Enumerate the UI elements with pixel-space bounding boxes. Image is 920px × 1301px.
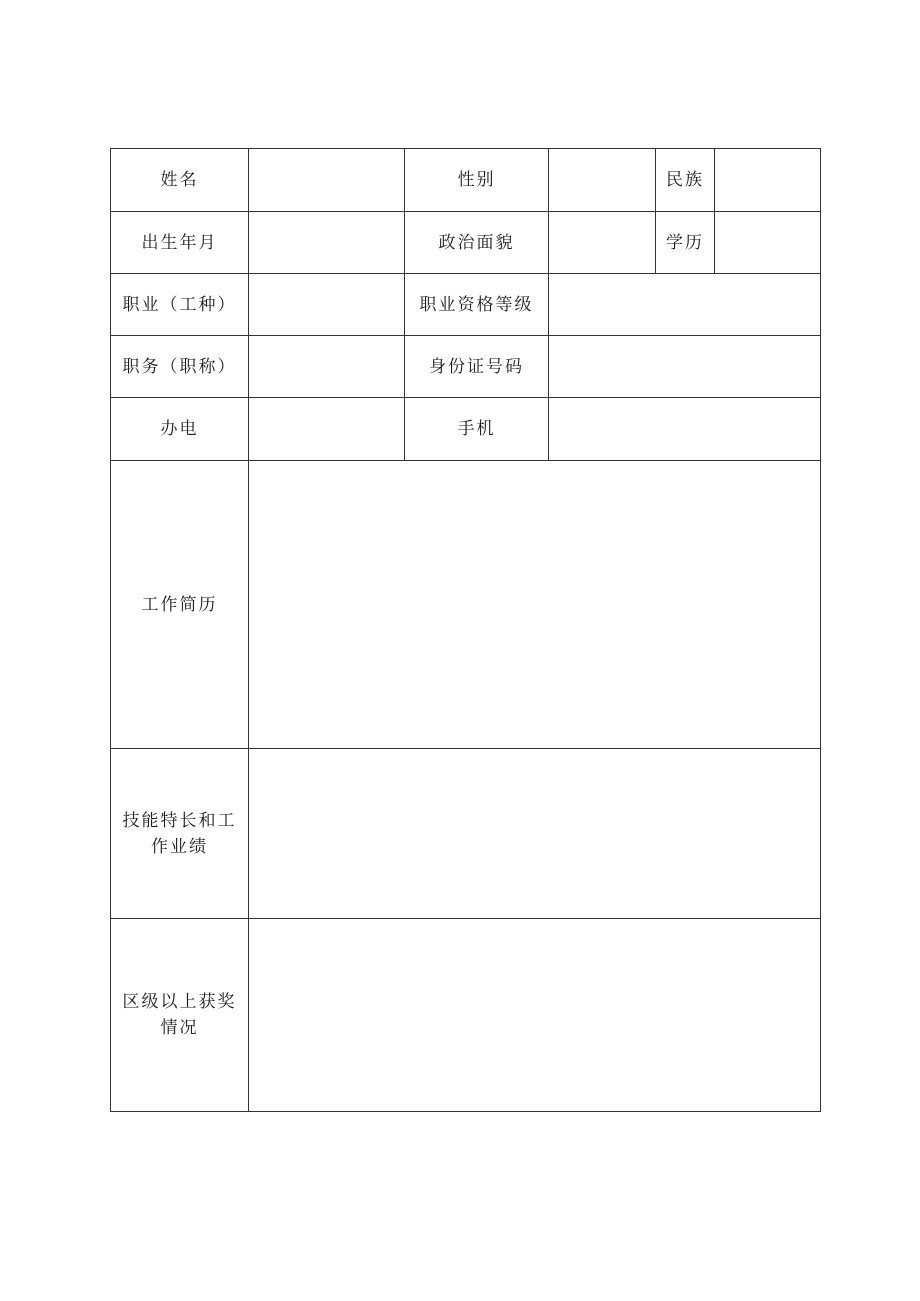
mobile-field[interactable] (549, 398, 820, 461)
ethnicity-field[interactable] (715, 149, 820, 212)
awards-label: 区级以上获奖情况 (111, 919, 249, 1111)
position-label: 职务（职称） (111, 336, 249, 398)
id-number-label: 身份证号码 (405, 336, 549, 398)
education-field[interactable] (715, 212, 820, 274)
gender-field[interactable] (549, 149, 656, 212)
mobile-label: 手机 (405, 398, 549, 461)
position-field[interactable] (249, 336, 405, 398)
occupation-label: 职业（工种） (111, 274, 249, 336)
political-status-field[interactable] (549, 212, 656, 274)
qualification-level-label: 职业资格等级 (405, 274, 549, 336)
skills-achievements-label: 技能特长和工作业绩 (111, 749, 249, 919)
education-label: 学历 (656, 212, 715, 274)
awards-field[interactable] (249, 919, 820, 1111)
name-label: 姓名 (111, 149, 249, 212)
registration-form (110, 148, 821, 1112)
birth-date-label: 出生年月 (111, 212, 249, 274)
birth-date-field[interactable] (249, 212, 405, 274)
occupation-field[interactable] (249, 274, 405, 336)
work-history-label: 工作简历 (111, 461, 249, 749)
qualification-level-field[interactable] (549, 274, 820, 336)
name-field[interactable] (249, 149, 405, 212)
gender-label: 性别 (405, 149, 549, 212)
office-phone-label: 办电 (111, 398, 249, 461)
skills-achievements-field[interactable] (249, 749, 820, 919)
work-history-field[interactable] (249, 461, 820, 749)
office-phone-field[interactable] (249, 398, 405, 461)
political-status-label: 政治面貌 (405, 212, 549, 274)
id-number-field[interactable] (549, 336, 820, 398)
ethnicity-label: 民族 (656, 149, 715, 212)
